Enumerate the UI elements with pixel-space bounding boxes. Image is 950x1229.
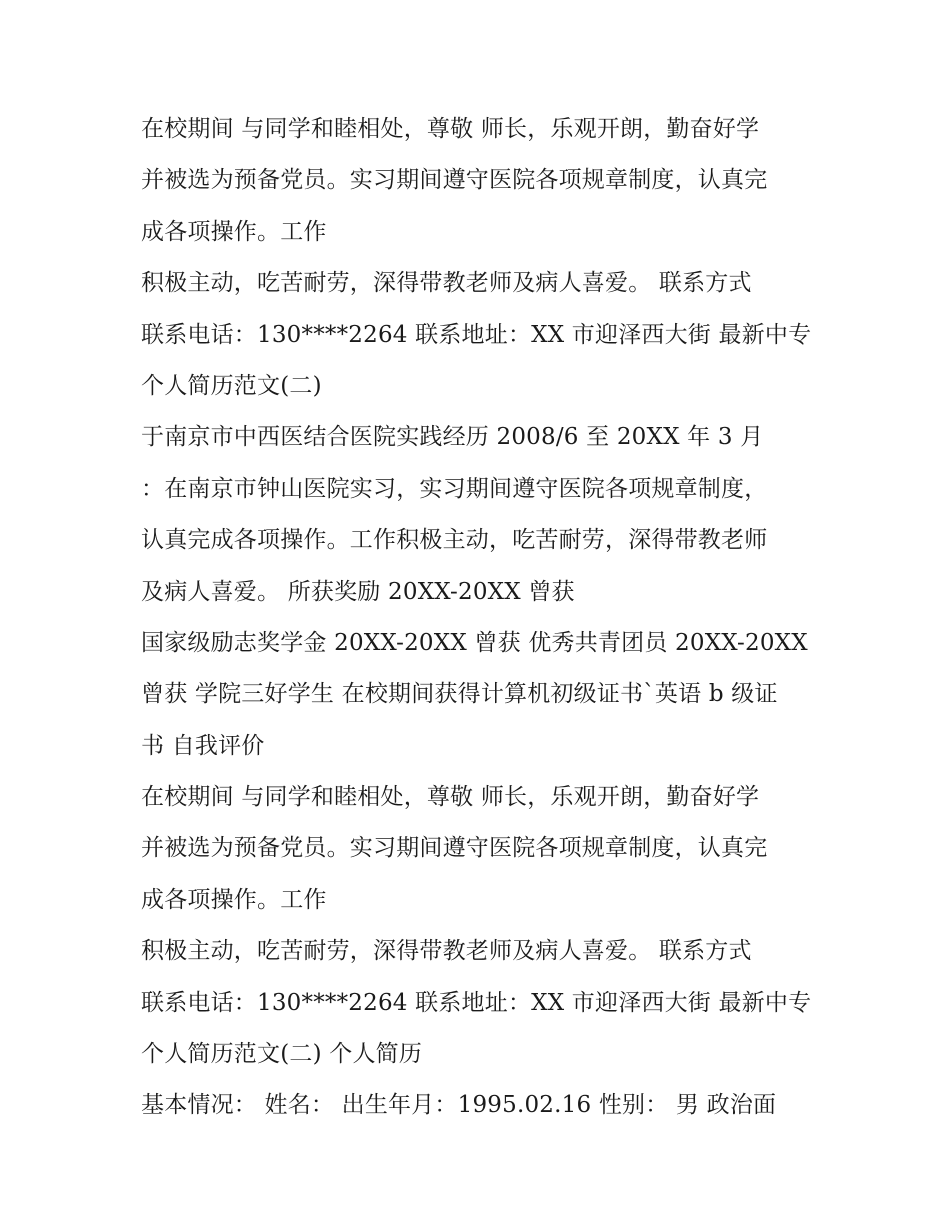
text-line: 曾获 学院三好学生 在校期间获得计算机初级证书`英语 b 级证 (141, 681, 778, 708)
text-line: 联系电话：130****2264 联系地址：XX 市迎泽西大街 最新中专 (141, 321, 812, 348)
text-line: 积极主动，吃苦耐劳，深得带教老师及病人喜爱。 联系方式 (141, 270, 752, 297)
text-line: 联系电话：130****2264 联系地址：XX 市迎泽西大街 最新中专 (141, 989, 812, 1016)
text-line: 成各项操作。工作 (141, 886, 327, 913)
text-line: 并被选为预备党员。实习期间遵守医院各项规章制度，认真完 (141, 835, 768, 862)
text-line: 在校期间 与同学和睦相处，尊敬 师长，乐观开朗，勤奋好学 (141, 116, 760, 142)
text-line: 积极主动，吃苦耐劳，深得带教老师及病人喜爱。 联系方式 (141, 938, 752, 965)
section-heading: 个人简历范文(二) (141, 372, 322, 399)
text-line: ：在南京市钟山医院实习，实习期间遵守医院各项规章制度， (141, 475, 768, 502)
text-line: 书 自我评价 (141, 732, 265, 759)
text-line: 国家级励志奖学金 20XX-20XX 曾获 优秀共青团员 20XX-20XX (141, 629, 808, 656)
document-body (141, 108, 841, 1136)
text-line: 认真完成各项操作。工作积极主动，吃苦耐劳，深得带教老师 (141, 527, 768, 554)
text-line: 成各项操作。工作 (141, 218, 327, 245)
text-line: 在校期间 与同学和睦相处，尊敬 师长，乐观开朗，勤奋好学 (141, 784, 760, 811)
text-line: 于南京市中西医结合医院实践经历 2008/6 至 20XX 年 3 月 (141, 424, 764, 451)
text-line: 并被选为预备党员。实习期间遵守医院各项规章制度，认真完 (141, 167, 768, 194)
section-heading: 个人简历范文(二) 个人简历 (141, 1041, 423, 1068)
text-line: 及病人喜爱。 所获奖励 20XX-20XX 曾获 (141, 578, 575, 605)
text-line: 基本情况： 姓名： 出生年月：1995.02.16 性别： 男 政治面 (141, 1092, 777, 1119)
